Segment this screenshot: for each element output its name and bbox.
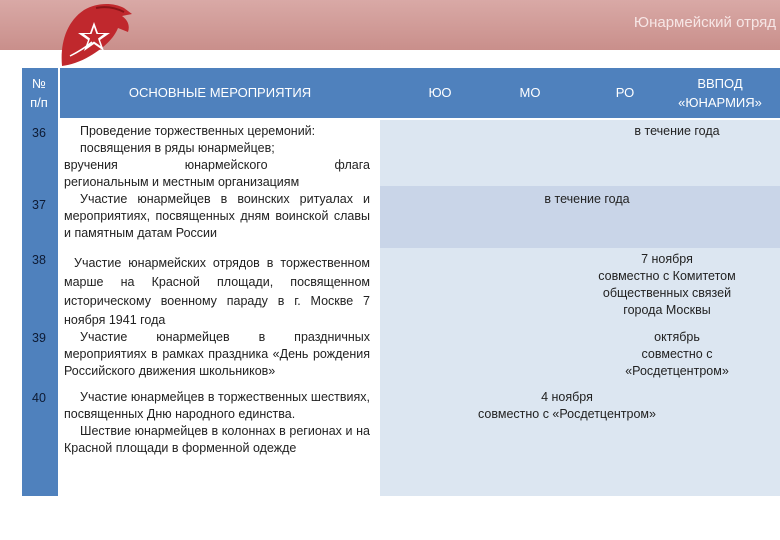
column-header-number: [22, 74, 56, 112]
row-36-line-3: вручения юнармейского флага: [64, 158, 370, 172]
yunarmiya-logo-icon: [56, 0, 134, 68]
header-num-line1: №: [32, 76, 46, 91]
row-number-40: 40: [32, 391, 46, 405]
row-38-timing-line-3: общественных связей: [602, 286, 732, 300]
row-36-line-2: посвящения в ряды юнармейцев;: [80, 141, 275, 155]
separator-events: [378, 120, 380, 496]
row-40-timing: [442, 389, 692, 423]
column-header-ro: РО: [615, 85, 635, 100]
row-39-timing-line-3: «Росдетцентром»: [625, 364, 729, 378]
row-39-timing-line-2: совместно с: [641, 347, 713, 361]
number-column: [22, 68, 58, 496]
row-40-line-1: Участие юнармейцев в торжественных шествиях, посвященных Дню народного единства.: [64, 390, 370, 421]
header-vvpod-line2: «ЮНАРМИЯ»: [678, 95, 762, 110]
row-40-line-2: Шествие юнармейцев в колоннах в регионах и на Красной площади в форменной одежде: [64, 424, 370, 455]
header-num-line2: п/п: [30, 95, 48, 110]
row-36-line-1: Проведение торжественных церемоний:: [80, 124, 316, 138]
table-header-row: [60, 68, 780, 118]
row-39-timing-line-1: октябрь: [654, 330, 700, 344]
row-36-event: [64, 123, 370, 191]
row-39-timing: [582, 329, 772, 380]
row-37-event: Участие юнармейцев в воинских ритуалах и мероприятиях, посвященных дням воинской славы и памятным датам России: [64, 192, 370, 240]
row-38-timing-line-2: совместно с Комитетом: [598, 269, 736, 283]
row-38-timing: [562, 251, 772, 319]
column-header-vvpod: [660, 74, 780, 112]
row-38-timing-line-1: 7 ноября: [641, 252, 693, 266]
row-36-line-4: региональным и местным организациям: [64, 175, 300, 189]
header-title: Юнармейский отряд: [633, 14, 776, 31]
row-38-timing-line-4: города Москвы: [623, 303, 711, 317]
events-table: [22, 68, 780, 496]
column-header-mo: МО: [519, 85, 541, 100]
row-39-event: Участие юнармейцев в праздничных мероприятиях в рамках праздника «День рождения Российского движения школьников»: [64, 330, 370, 378]
row-40-event: [64, 389, 370, 457]
row-40-timing-line-1: 4 ноября: [541, 390, 593, 404]
row-number-36: 36: [32, 126, 46, 140]
column-header-yuo: ЮО: [428, 85, 452, 100]
row-number-37: 37: [32, 198, 46, 212]
row-number-38: 38: [32, 253, 46, 267]
row-36-timing: в течение года: [634, 124, 720, 138]
row-37-timing: в течение года: [544, 192, 630, 206]
row-40-timing-line-2: совместно с «Росдетцентром»: [478, 407, 656, 421]
column-header-events: ОСНОВНЫЕ МЕРОПРИЯТИЯ: [128, 85, 312, 100]
header-vvpod-line1: ВВПОД: [697, 76, 743, 91]
row-number-39: 39: [32, 331, 46, 345]
row-38-event: Участие юнармейских отрядов в торжественном марше на Красной площади, посвященном историческому военному параду в г. Москве 7 ноября 1941 года: [64, 256, 370, 327]
